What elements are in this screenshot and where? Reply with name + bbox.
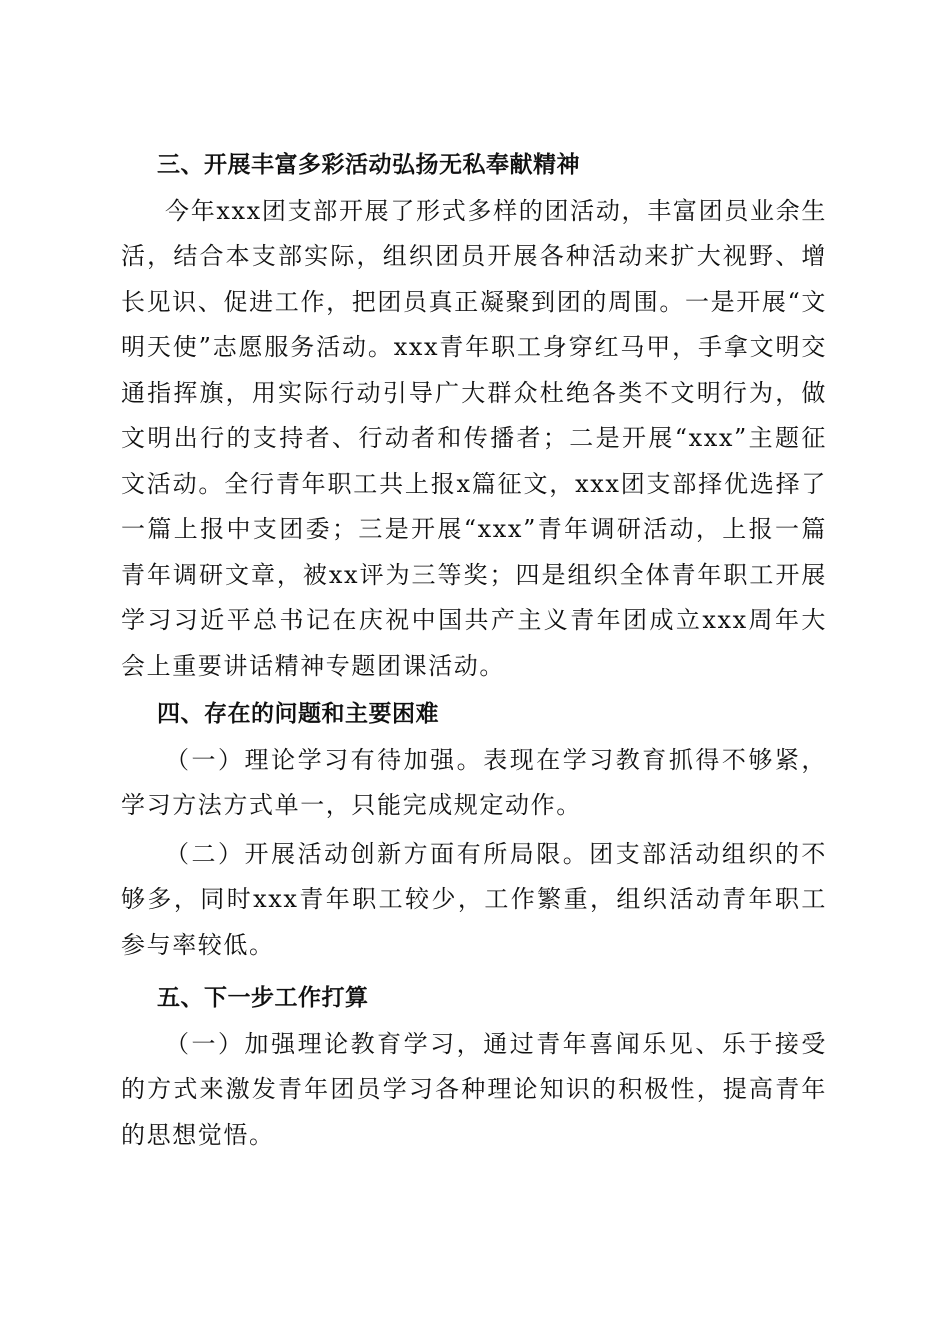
section-5-item-1: （一）加强理论教育学习，通过青年喜闻乐见、乐于接受的方式来激发青年团员学习各种理论知识的积极性，提高青年的思想觉悟。 bbox=[121, 1029, 827, 1149]
section-4-item-2: （二）开展活动创新方面有所局限。团支部活动组织的不够多，同时xxx青年职工较少，工作繁重，组织活动青年职工参与率较低。 bbox=[121, 839, 827, 959]
section-3-heading: 三、开展丰富多彩活动弘扬无私奉献精神 bbox=[157, 152, 580, 178]
section-4-heading: 四、存在的问题和主要困难 bbox=[157, 701, 439, 727]
section-4-item-1: （一）理论学习有待加强。表现在学习教育抓得不够紧，学习方法方式单一，只能完成规定动作。 bbox=[121, 745, 827, 819]
section-3-paragraph: 今年xxx团支部开展了形式多样的团活动，丰富团员业余生活，结合本支部实际，组织团员开展各种活动来扩大视野、增长见识、促进工作，把团员真正凝聚到团的周围。一是开展“文明天使”志愿服务活动。xxx青年职工身穿红马甲，手拿文明交通指挥旗，用实际行动引导广大群众杜绝各类不文明行为，做文明出行的支持者、行动者和传播者；二是开展“xxx”主题征文活动。全行青年职工共上报x篇征文，xxx团支部择优选择了一篇上报中支团委；三是开展“xxx”青年调研活动，上报一篇青年调研文章，被xx评为三等奖；四是组织全体青年职工开展学习习近平总书记在庆祝中国共产主义青年团成立xxx周年大会上重要讲话精神专题团课活动。 bbox=[121, 196, 827, 680]
section-5-heading: 五、下一步工作打算 bbox=[157, 985, 369, 1011]
document-body bbox=[121, 143, 827, 1158]
